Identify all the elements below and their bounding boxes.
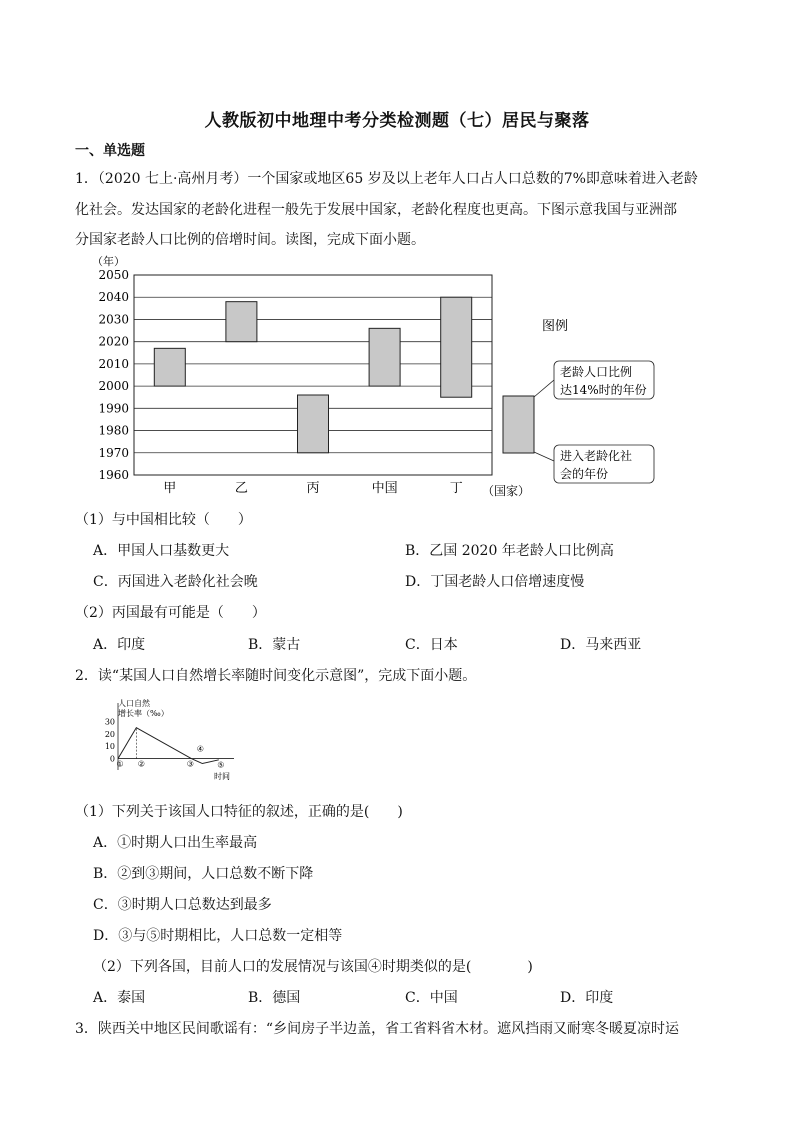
chart2-ylabel-line1: 人口自然	[118, 699, 150, 708]
chart2-xlabel: 时间	[214, 772, 230, 781]
chart1-xlabel: （国家）	[482, 484, 531, 498]
category-label: 乙	[234, 481, 248, 496]
y-tick-label: 1970	[98, 445, 129, 460]
range-bar	[298, 395, 329, 453]
point-label: ③	[186, 759, 194, 769]
q2-sub2-opt-c[interactable]: C．中国	[405, 990, 458, 1006]
q1-sub2-opt-b[interactable]: B．蒙古	[248, 637, 301, 653]
y-tick-label: 20	[104, 729, 115, 739]
growth-rate-chart	[100, 697, 260, 785]
point-label: ⑤	[217, 760, 225, 770]
y-tick-label: 2030	[98, 312, 129, 327]
q2-sub1-opt-b[interactable]: B．②到③期间，人口总数不断下降	[93, 866, 314, 882]
q1-sub1-opt-a[interactable]: A．甲国人口基数更大	[93, 543, 230, 559]
legend-top-line1: 老龄人口比例	[560, 365, 633, 379]
page-title: 人教版初中地理中考分类检测题（七）居民与聚落	[204, 111, 590, 131]
point-label: ①	[116, 759, 124, 769]
range-bar	[226, 302, 257, 342]
q3-stem: 3．陕西关中地区民间歌谣有：“乡间房子半边盖，省工省料省木材。遮风挡雨又耐寒冬暖夏凉时运	[75, 1021, 680, 1037]
range-bar	[369, 328, 400, 386]
q1-sub1-opt-b[interactable]: B．乙国 2020 年老龄人口比例高	[405, 543, 614, 559]
q1-sub1: （1）与中国相比较（ ）	[75, 512, 252, 528]
q1-sub2-opt-d[interactable]: D．马来西亚	[560, 637, 642, 653]
legend-bottom-line2: 会的年份	[560, 467, 609, 481]
y-tick-label: 2000	[98, 379, 129, 394]
q2-sub2-opt-d[interactable]: D．印度	[560, 990, 614, 1006]
legend-bar	[503, 396, 534, 453]
y-tick-label: 2010	[98, 356, 129, 371]
q1-sub2-opt-a[interactable]: A．印度	[93, 637, 146, 653]
q2-sub1: （1）下列关于该国人口特征的叙述，正确的是( )	[75, 804, 403, 820]
q1-sub2: （2）丙国最有可能是（ ）	[75, 605, 266, 621]
legend-title: 图例	[542, 319, 569, 334]
q1-stem-line2: 化社会。发达国家的老龄化进程一般先于发展中国家，老龄化程度也更高。下图示意我国与亚洲部	[75, 202, 677, 218]
y-tick-label: 2050	[98, 268, 129, 282]
category-label: 中国	[371, 481, 398, 496]
q2-stem: 2．读“某国人口自然增长率随时间变化示意图”，完成下面小题。	[75, 668, 477, 684]
q2-sub2-opt-b[interactable]: B．德国	[248, 990, 301, 1006]
legend-top-line2: 达14%时的年份	[560, 383, 647, 397]
q1-sub1-opt-d[interactable]: D．丁国老龄人口倍增速度慢	[405, 574, 585, 590]
chart1-ylabel: （年）	[92, 255, 125, 268]
q1-stem-line3: 分国家老龄人口比例的倍增时间。读图，完成下面小题。	[75, 232, 425, 248]
chart2-ylabel-line2: 增长率（‰）	[118, 709, 169, 718]
range-bar	[441, 297, 472, 397]
category-label: 甲	[163, 481, 177, 496]
q2-sub1-opt-c[interactable]: C．③时期人口总数达到最多	[93, 897, 272, 913]
q2-sub2: （2）下列各国，目前人口的发展情况与该国④时期类似的是( )	[93, 959, 533, 975]
q2-sub1-opt-a[interactable]: A．①时期人口出生率最高	[93, 835, 258, 851]
y-tick-label: 10	[104, 742, 115, 752]
category-label: 丁	[449, 481, 463, 496]
section-heading: 一、单选题	[75, 143, 145, 159]
q1-sub1-opt-c[interactable]: C．丙国进入老龄化社会晚	[93, 574, 258, 590]
y-tick-label: 1980	[98, 423, 129, 438]
point-label: ④	[196, 744, 204, 754]
y-tick-label: 1990	[98, 401, 129, 416]
y-tick-label: 0	[109, 754, 115, 764]
q2-sub2-opt-a[interactable]: A．泰国	[93, 990, 146, 1006]
y-tick-label: 2020	[98, 334, 129, 349]
y-tick-label: 30	[104, 717, 115, 727]
category-label: 丙	[306, 481, 320, 496]
q2-sub1-opt-d[interactable]: D．③与⑤时期相比，人口总数一定相等	[93, 928, 343, 944]
y-tick-label: 1960	[98, 468, 129, 482]
y-tick-label: 2040	[98, 290, 129, 305]
range-bar	[154, 348, 185, 386]
q1-stem-line1: 1．（2020 七上·高州月考）一个国家或地区65 岁及以上老年人口占人口总数的7%即意味着进入老龄	[75, 171, 698, 187]
aging-chart	[90, 255, 720, 505]
legend-bottom-line1: 进入老龄化社	[560, 449, 633, 463]
q1-sub2-opt-c[interactable]: C．日本	[405, 637, 458, 653]
point-label: ②	[137, 759, 145, 769]
